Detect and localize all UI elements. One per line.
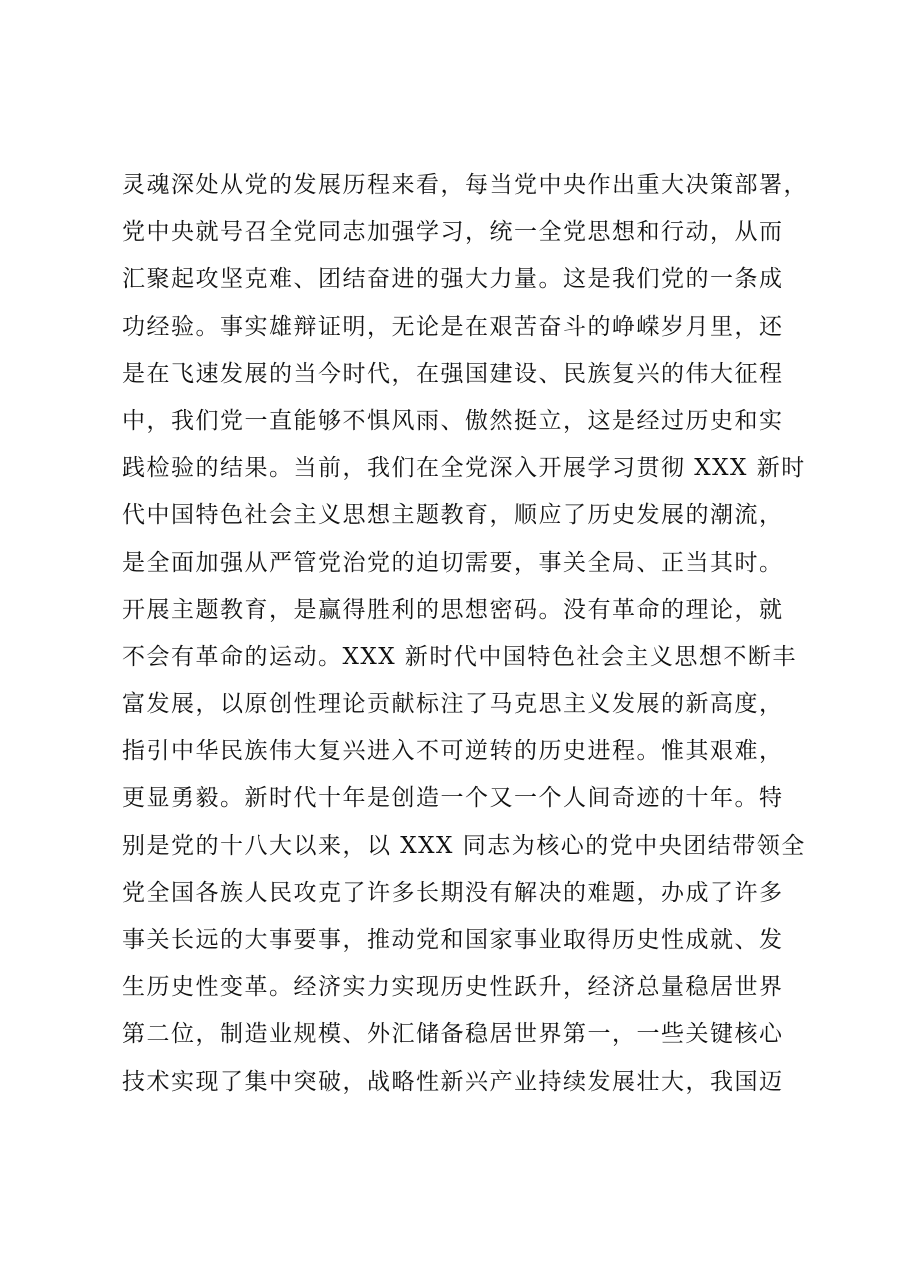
text-line: 富发展，以原创性理论贡献标注了马克思主义发展的新高度，	[122, 691, 784, 718]
text-line: 汇聚起攻坚克难、团结奋进的强大力量。这是我们党的一条成	[122, 266, 784, 293]
text-line: 开展主题教育，是赢得胜利的思想密码。没有革命的理论，就	[122, 596, 784, 623]
body-text	[122, 162, 808, 1106]
text-line: 党中央就号召全党同志加强学习，统一全党思想和行动，从而	[122, 219, 784, 246]
text-line: 党全国各族人民攻克了许多长期没有解决的难题，办成了许多	[122, 879, 784, 906]
text-line: 别是党的十八大以来，以 XXX 同志为核心的党中央团结带领全	[122, 832, 806, 859]
text-line: 功经验。事实雄辩证明，无论是在艰苦奋斗的峥嵘岁月里，还	[122, 313, 784, 340]
text-line: 技术实现了集中突破，战略性新兴产业持续发展壮大，我国迈	[122, 1068, 784, 1095]
text-line: 灵魂深处从党的发展历程来看，每当党中央作出重大决策部署，	[122, 172, 808, 198]
text-line: 事关长远的大事要事，推动党和国家事业取得历史性成就、发	[122, 927, 784, 953]
text-line: 指引中华民族伟大复兴进入不可逆转的历史进程。惟其艰难，	[122, 738, 784, 765]
text-line: 更显勇毅。新时代十年是创造一个又一个人间奇迹的十年。特	[122, 785, 784, 812]
text-line: 践检验的结果。当前，我们在全党深入开展学习贯彻 XXX 新时	[122, 455, 806, 482]
text-line: 中，我们党一直能够不惧风雨、傲然挺立，这是经过历史和实	[122, 407, 784, 434]
text-line: 是在飞速发展的当今时代，在强国建设、民族复兴的伟大征程	[122, 360, 784, 387]
text-line: 不会有革命的运动。XXX 新时代中国特色社会主义思想不断丰	[122, 643, 797, 670]
text-line: 是全面加强从严管党治党的迫切需要，事关全局、正当其时。	[122, 549, 784, 576]
text-line: 生历史性变革。经济实力实现历史性跃升，经济总量稳居世界	[122, 974, 784, 1001]
text-line: 代中国特色社会主义思想主题教育，顺应了历史发展的潮流，	[122, 502, 784, 529]
text-line: 第二位，制造业规模、外汇储备稳居世界第一，一些关键核心	[122, 1021, 784, 1048]
